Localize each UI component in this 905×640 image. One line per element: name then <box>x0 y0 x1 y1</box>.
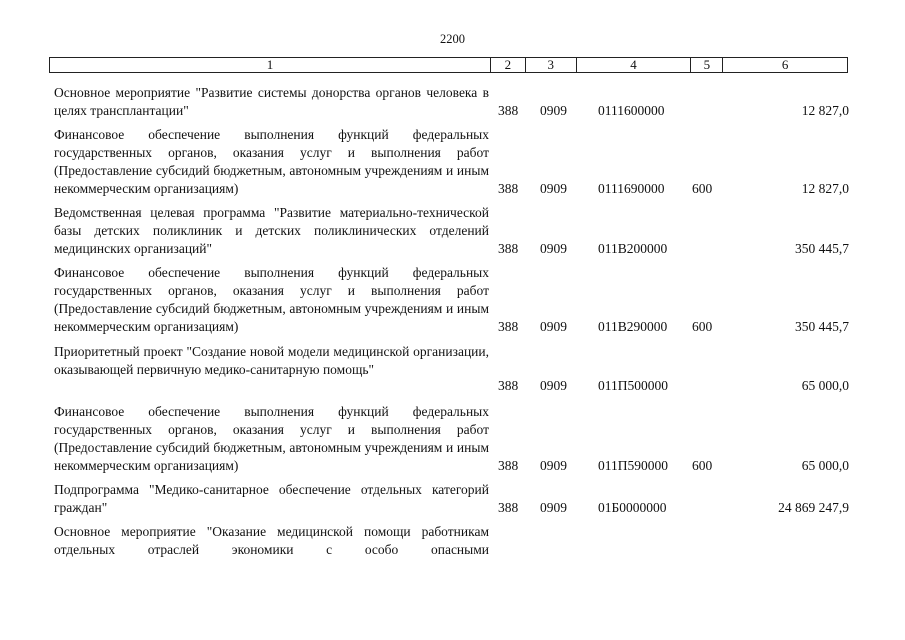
row-target: 011П500000 <box>598 378 668 393</box>
row-description: Финансовое обеспечение выполнения функций федеральных государственных органов, оказания услуг и выполнения работ (Предоставление субсидий бюджетным, автономным учреждениям и иным некоммерческим организациям) <box>54 404 489 473</box>
header-col-2: 2 <box>491 58 526 72</box>
row-description: Финансовое обеспечение выполнения функций федеральных государственных органов, оказания услуг и выполнения работ (Предоставление субсидий бюджетным, автономным учреждениям и иным некоммерческим организациям) <box>54 127 489 196</box>
row-description: Подпрограмма "Медико-санитарное обеспечение отдельных категорий граждан" <box>54 482 489 515</box>
row-description: Ведомственная целевая программа "Развитие материально-технической базы детских поликлиник и детских поликлинических отделений медицинских организаций" <box>54 205 489 256</box>
header-col-3: 3 <box>526 58 577 72</box>
row-section: 0909 <box>540 319 567 334</box>
row-target: 011В200000 <box>598 241 668 256</box>
row-grbs: 388 <box>498 458 519 473</box>
row-description: Финансовое обеспечение выполнения функций федеральных государственных органов, оказания услуг и выполнения работ (Предоставление субсидий бюджетным, автономным учреждениям и иным некоммерческим организациям) <box>54 265 489 334</box>
page-number: 2200 <box>440 32 465 46</box>
row-amount: 24 869 247,9 <box>778 500 849 515</box>
row-section: 0909 <box>540 241 567 256</box>
row-section: 0909 <box>540 378 567 393</box>
row-target: 0111690000 <box>598 181 665 196</box>
row-target: 01Б0000000 <box>598 500 667 515</box>
row-grbs: 388 <box>498 500 519 515</box>
row-amount: 65 000,0 <box>801 378 849 393</box>
header-col-4: 4 <box>577 58 692 72</box>
header-col-6: 6 <box>781 57 789 72</box>
row-grbs: 388 <box>498 319 519 334</box>
row-vr: 600 <box>692 458 713 473</box>
row-section: 0909 <box>540 458 567 473</box>
row-grbs: 388 <box>498 103 519 118</box>
row-section: 0909 <box>540 103 567 118</box>
row-target: 0111600000 <box>598 103 665 118</box>
row-section: 0909 <box>540 181 567 196</box>
row-description: Основное мероприятие "Развитие системы донорства органов человека в целях трансплантации" <box>54 85 489 118</box>
row-vr: 600 <box>692 319 713 334</box>
row-grbs: 388 <box>498 241 519 256</box>
row-amount: 350 445,7 <box>795 319 849 334</box>
header-col-1: 1 <box>50 58 491 72</box>
row-amount: 12 827,0 <box>801 103 849 118</box>
row-target: 011В290000 <box>598 319 668 334</box>
row-description: Приоритетный проект "Создание новой модели медицинской организации, оказывающей первичную медико-санитарную помощь" <box>54 344 489 377</box>
header-col-5: 5 <box>691 58 723 72</box>
table-header <box>49 57 848 73</box>
row-amount: 12 827,0 <box>801 181 849 196</box>
row-amount: 65 000,0 <box>801 458 849 473</box>
row-vr: 600 <box>692 181 713 196</box>
row-target: 011П590000 <box>598 458 668 473</box>
row-grbs: 388 <box>498 181 519 196</box>
row-amount: 350 445,7 <box>795 241 849 256</box>
row-grbs: 388 <box>498 378 519 393</box>
row-section: 0909 <box>540 500 567 515</box>
row-description: Основное мероприятие "Оказание медицинской помощи работникам отдельных отраслей экономики с особо опасными <box>54 524 489 557</box>
